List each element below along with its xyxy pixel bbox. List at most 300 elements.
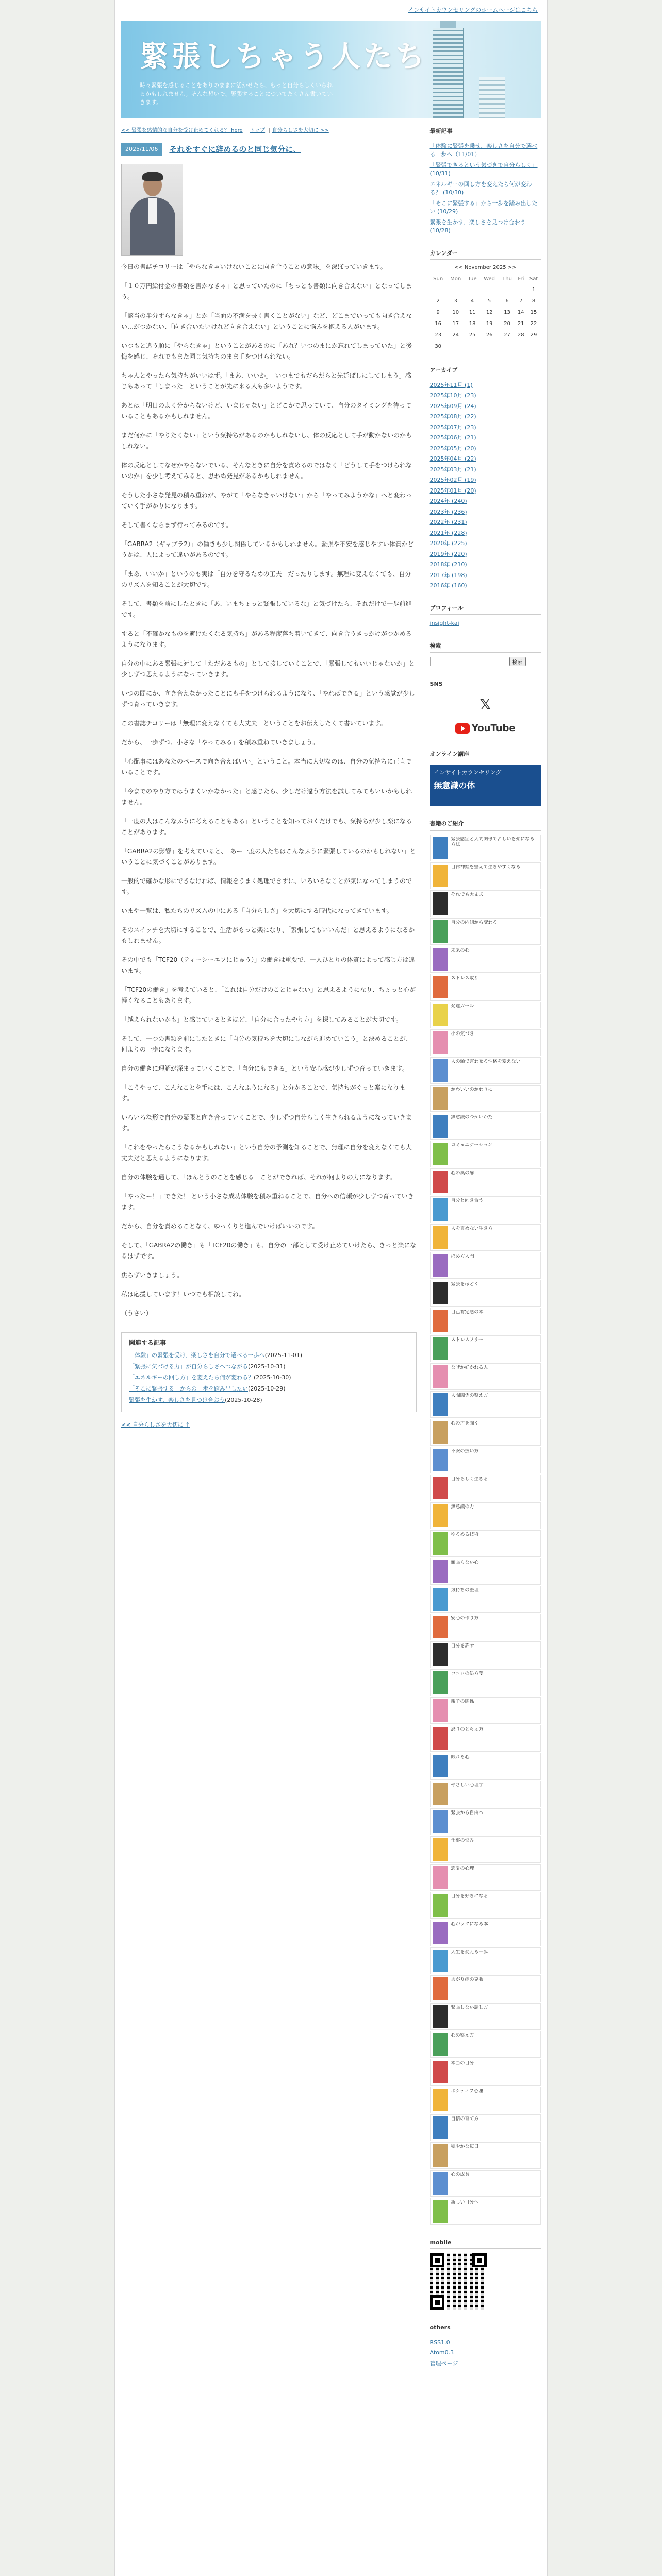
book-cover: [433, 2033, 448, 2056]
related-link[interactable]: 緊張を生かす、楽しさを見つけ合おう: [129, 1396, 225, 1403]
book-cover: [433, 1977, 448, 2000]
book-item[interactable]: [430, 2170, 541, 2197]
calendar-day: 15: [530, 310, 537, 316]
archive-item: [430, 476, 541, 485]
post-paragraph: 一般的で確かな形にできなければ、情報をうまく処理できずに、いろいろなことが気になってしまうのです。: [121, 877, 412, 895]
book-item[interactable]: [430, 1224, 541, 1251]
profile-widget: [430, 604, 541, 628]
calendar-weekday: Sun: [433, 276, 443, 282]
post-paragraph: まだ何かに「やりたくない」という気持ちがあるのかもしれないし、体の反応として手が動かないのかもしれない。: [121, 432, 412, 450]
book-title: 不安の扱い方: [451, 1448, 479, 1454]
book-item[interactable]: [430, 1947, 541, 1974]
book-cover: [433, 1226, 448, 1249]
post-paragraph: 焦らずいきましょう。: [121, 1272, 184, 1279]
calendar-week: [430, 284, 541, 296]
book-item[interactable]: [430, 890, 541, 917]
related-link[interactable]: 「体験」の緊張を受け、楽しさを自分で選べる一歩へ: [129, 1352, 265, 1359]
post-paragraph: そして書くならまず行ってみるのです。: [121, 521, 233, 529]
book-title: 自己肯定感の本: [451, 1309, 484, 1315]
online-heading: オンライン講座: [430, 750, 541, 761]
post-paragraph: 体の反応としてなぜかやらないでいる、そんなときに自分を責めるのではなく「どうして手をつけられないのか」を少し考えてみると、思わぬ発見があるかもしれません。: [121, 462, 412, 480]
related-item: [129, 1396, 409, 1405]
book-title: 緊張から自由へ: [451, 1810, 484, 1816]
book-title: ほめ方入門: [451, 1253, 474, 1259]
book-title: 自分を許す: [451, 1643, 474, 1649]
calendar-day: [499, 341, 516, 352]
book-title: 穏やかな毎日: [451, 2144, 479, 2149]
top-link[interactable]: トップ: [250, 128, 266, 133]
book-item[interactable]: [430, 2142, 541, 2169]
others-link[interactable]: RSS1.0: [429, 2338, 450, 2346]
post-paragraph: いつもと違う順に「やらなきゃ」ということがあるのに「あれ？いつのまにか忘れてしまっていた」と後悔を感じ、それでもまた同じ気持ちのまま手をつけられない。: [121, 342, 412, 360]
related-date: (2025-10-28): [225, 1396, 262, 1403]
book-cover: [433, 1059, 448, 1082]
book-title: 心の奥の扉: [451, 1170, 474, 1176]
others-item: [430, 2338, 541, 2347]
related-item: [129, 1373, 409, 1382]
book-title: 眠れる心: [451, 1754, 470, 1760]
book-title: 心の声を聞く: [451, 1420, 479, 1426]
book-title: 怒りのとらえ方: [451, 1726, 484, 1732]
book-item[interactable]: [430, 1753, 541, 1780]
post-paragraph: 「やったー！」できた！ という小さな成功体験を積み重ねることで、自分への信頼が少しずつ育っていきます。: [121, 1193, 414, 1211]
archive-item: [430, 487, 541, 496]
others-item: [430, 2349, 541, 2358]
archive-link[interactable]: 2025年02月 (19): [429, 477, 476, 484]
post-paragraph: そして、書類を前にしたときに「あ、いまちょっと緊張しているな」と気づけたら、それだけで一歩前進です。: [121, 600, 412, 618]
book-item[interactable]: [430, 946, 541, 973]
post-paragraph: 今日の書誌チコリーは「やらなきゃいけないことに向き合うことの意味」を深ぼっていきます。: [121, 263, 387, 270]
calendar-weekday: Sat: [529, 276, 538, 282]
calendar-heading: カレンダー: [430, 249, 541, 260]
calendar-day: 24: [452, 332, 459, 338]
building-illustration: [479, 77, 505, 118]
book-title: 自分を好きになる: [451, 1893, 488, 1899]
archive-link[interactable]: 2021年 (228): [429, 529, 467, 536]
book-cover: [433, 1171, 448, 1193]
calendar-caption[interactable]: << November 2025 >>: [454, 265, 517, 271]
book-item[interactable]: [430, 1029, 541, 1056]
book-item[interactable]: [430, 1892, 541, 1919]
archive-link[interactable]: 2024年 (240): [429, 498, 467, 505]
recent-link[interactable]: 「体験に緊張を乗せ、楽しさを自分で選べる一歩へ（11/01）: [429, 142, 538, 158]
calendar-day: 19: [486, 321, 493, 327]
book-item[interactable]: [430, 1920, 541, 1946]
archive-link[interactable]: 2018年 (210): [429, 561, 467, 568]
profile-heading: プロフィール: [430, 604, 541, 615]
book-item[interactable]: [430, 862, 541, 889]
archive-link[interactable]: 2020年 (225): [429, 540, 467, 547]
calendar-week: [430, 318, 541, 330]
book-item[interactable]: [430, 2059, 541, 2086]
book-cover: [433, 920, 448, 943]
calendar-day: [446, 341, 465, 352]
calendar-day: 30: [435, 344, 442, 350]
book-item[interactable]: [430, 1641, 541, 1668]
archive-link[interactable]: 2019年 (220): [429, 550, 467, 557]
book-title: 人生を変える一歩: [451, 1949, 488, 1955]
book-title: 人間関係の整え方: [451, 1393, 488, 1398]
archive-link[interactable]: 2025年10月 (23): [429, 392, 476, 399]
post-paragraph: 私は応援しています！いつでも相談してね。: [121, 1291, 245, 1298]
tower-illustration: [433, 28, 464, 118]
book-cover: [433, 1504, 448, 1527]
book-cover: [433, 1004, 448, 1026]
book-title: 未来の心: [451, 947, 470, 953]
post-paragraph: ちゃんとやったら気持ちがいいはず。「まあ、いいか」「いつまでもだらだらと先延ばしにしてしまう」感じもあって「しまった」ということが先に来る人も多いようです。: [121, 372, 411, 390]
book-cover: [433, 1031, 448, 1054]
search-button[interactable]: 検索: [509, 657, 526, 666]
recent-item: [430, 161, 541, 178]
calendar-weekday: Tue: [468, 276, 477, 282]
book-cover: [433, 1449, 448, 1471]
book-title: ストレス取り: [451, 975, 479, 981]
calendar-day: 5: [487, 298, 491, 304]
book-item[interactable]: [430, 2198, 541, 2225]
book-item[interactable]: [430, 2087, 541, 2113]
book-cover: [433, 2116, 448, 2139]
archive-link[interactable]: 2016年 (160): [429, 582, 467, 589]
book-item[interactable]: [430, 1864, 541, 1891]
archive-widget: [430, 366, 541, 590]
post-paragraph: 「１０万円給付金の書類を書かなきゃ」と思っていたのに「ちっとも書類に向き合えない」となってしまう。: [121, 282, 412, 300]
calendar-day: 7: [519, 298, 523, 304]
archive-link[interactable]: 2017年 (198): [429, 571, 467, 579]
post-paragraph: いろいろな形で自分の緊張と向き合っていくことで、少しずつ自分らしく生きられるようになっていきます。: [121, 1114, 412, 1132]
calendar-day: 14: [517, 310, 524, 316]
book-title: 心の成長: [451, 2172, 470, 2177]
book-cover: [433, 1950, 448, 1972]
book-cover: [433, 948, 448, 971]
post-paragraph: 自分の働きに理解が深まっていくことで、「自分にもできる」という安心感が少しずつ育っていきます。: [121, 1065, 408, 1072]
archive-link[interactable]: 2023年 (236): [429, 508, 467, 515]
book-item[interactable]: [430, 1530, 541, 1557]
book-title: 自分らしく生きる: [451, 1476, 488, 1482]
book-cover: [433, 2200, 448, 2223]
archive-item: [430, 455, 541, 464]
book-title: 発達ガール: [451, 1003, 474, 1009]
book-item[interactable]: [430, 1335, 541, 1362]
book-item[interactable]: [430, 1002, 541, 1028]
calendar-day: [499, 284, 516, 296]
related-date: (2025-10-29): [248, 1385, 286, 1392]
book-item[interactable]: [430, 1113, 541, 1140]
homepage-link[interactable]: インサイトカウンセリングのホームページはこちら: [408, 7, 538, 14]
related-link[interactable]: 「そこに緊張する」からの一歩を踏み出したい: [129, 1385, 248, 1392]
book-item[interactable]: [430, 1725, 541, 1752]
book-cover: [433, 1254, 448, 1277]
calendar-day: 6: [505, 298, 509, 304]
calendar-day: 18: [469, 321, 476, 327]
calendar-day: 2: [436, 298, 440, 304]
book-cover: [433, 1894, 448, 1917]
book-title: 緊張をほどく: [451, 1281, 479, 1287]
post-paragraph: 「こうやって、こんなことを手には、こんなふうになる」と分かることで、気持ちがぐっと楽になります。: [121, 1084, 406, 1102]
recent-item: [430, 218, 541, 235]
book-title: 自信の育て方: [451, 2116, 479, 2122]
related-item: [129, 1384, 409, 1394]
post-paragraph: だから、一歩ずつ、小さな「やってみる」を積み重ねていきましょう。: [121, 739, 319, 746]
book-cover: [433, 2061, 448, 2083]
calendar-day: [446, 284, 465, 296]
header-banner[interactable]: [121, 21, 541, 118]
calendar-week: [430, 330, 541, 341]
post-paragraph: いまや一覧は、私たちのリズムの中にある「自分らしさ」を大切にする時代になってきています。: [121, 907, 393, 914]
book-title: 新しい自分へ: [451, 2199, 479, 2205]
book-cover: [433, 1477, 448, 1499]
book-title: 親子の関係: [451, 1699, 474, 1704]
youtube-play-icon: [455, 723, 470, 734]
calendar-day: 4: [470, 298, 474, 304]
book-item[interactable]: [430, 1280, 541, 1307]
post-title[interactable]: それをすぐに辞めるのと同じ気分に、: [169, 145, 301, 154]
calendar-table: [430, 274, 541, 352]
book-title: 心の整え方: [451, 2032, 474, 2038]
archive-item: [430, 434, 541, 443]
bottom-prev-link[interactable]: << 自分らしさを大切に ↑: [121, 1421, 190, 1429]
book-title: ストレスフリー: [451, 1337, 483, 1343]
book-cover: [433, 1337, 448, 1360]
book-cover: [433, 1643, 448, 1666]
book-item[interactable]: [430, 1781, 541, 1807]
book-title: 頑張らない心: [451, 1560, 479, 1565]
archive-item: [430, 445, 541, 453]
book-title: コミュニケーション: [451, 1142, 493, 1148]
book-title: 無意識の力: [451, 1504, 474, 1510]
post-paragraph: あとは「明日のよく分からないけど、いまじゃない」とどこかで思っていて、自分のタイミングを待っていることもあるかもしれません。: [121, 402, 412, 420]
book-cover: [433, 1699, 448, 1722]
recent-item: [430, 142, 541, 159]
books-heading: 書籍のご紹介: [430, 819, 541, 831]
post-paragraph: 「該当の半分ずらなきゃ」とか「当面の不満を長く書くことがない」など、どこまでいっても向き合えない…がつかない、「向き合いたいけれど向き合えない」ということに悩みを抱える人がいます。: [121, 312, 412, 330]
recent-link[interactable]: エネルギーの回し方を変えたら何が変わる？ (10/30): [429, 180, 532, 196]
archive-item: [430, 423, 541, 432]
book-item[interactable]: [430, 974, 541, 1001]
related-link[interactable]: 「エネルギーの回し方」を変えたら何が変わる？: [129, 1374, 254, 1381]
post-paragraph: 「越えられないかも」と感じているときほど、「自分に合ったやり方」を探してみることが大切です。: [121, 1016, 403, 1023]
book-cover: [433, 1922, 448, 1944]
profile-link[interactable]: insight-kai: [429, 620, 459, 627]
calendar-weekday: Fri: [518, 276, 524, 282]
book-title: 無意識のつかいかた: [451, 1114, 493, 1120]
sidebar: [430, 127, 541, 2381]
book-cover: [433, 1143, 448, 1165]
calendar-day: 28: [517, 332, 524, 338]
archive-link[interactable]: 2025年05月 (20): [429, 445, 476, 452]
nav-separator: |: [269, 128, 271, 133]
archive-item: [430, 582, 541, 590]
book-item[interactable]: [430, 1475, 541, 1501]
book-cover: [433, 837, 448, 859]
book-cover: [433, 2005, 448, 2028]
book-title: かわいいのかわりに: [451, 1087, 493, 1092]
book-cover: [433, 1838, 448, 1861]
post-paragraph: 「一度の人はこんなふうに考えることもある」ということを知っておくだけでも、気持ちが少し楽になることがあります。: [121, 818, 412, 836]
archive-link[interactable]: 2025年03月 (21): [429, 466, 476, 473]
book-cover: [433, 1393, 448, 1416]
book-title: ココロの処方箋: [451, 1671, 484, 1676]
book-item[interactable]: [430, 2003, 541, 2030]
calendar-day: [526, 341, 541, 352]
book-title: 緊張感症と人間関係で苦しいを楽になる方法: [451, 836, 535, 848]
related-date: (2025-11-01): [264, 1352, 303, 1359]
book-item[interactable]: [430, 1363, 541, 1390]
archive-item: [430, 518, 541, 527]
book-title: 安心の作り方: [451, 1615, 479, 1621]
main-column: [121, 127, 430, 2381]
archive-link[interactable]: 2025年11月 (1): [429, 381, 473, 388]
calendar-day: 9: [436, 310, 440, 316]
post-paragraph: そうした小さな発見の積み重ねが、やがて「やらなきゃいけない」から「やってみようかな」へと変わっていく手がかりになります。: [121, 492, 412, 510]
book-item[interactable]: [430, 2114, 541, 2141]
book-item[interactable]: [430, 1586, 541, 1613]
book-cover: [433, 892, 448, 915]
archive-link[interactable]: 2025年04月 (22): [429, 455, 476, 463]
calendar-day: 8: [532, 298, 536, 304]
archive-item: [430, 466, 541, 474]
post-paragraph: 「これをやったらこうなるかもしれない」という自分の予測を知ることで、無理に自分を変えなくても大丈夫だと思えるようになります。: [121, 1144, 412, 1162]
post-paragraph: 「GABRA2の影響」を考えていると、「あー一度の人たちはこんなふうに緊張しているのかもしれない」ということに気づくことがあります。: [121, 848, 416, 866]
book-title: 心がラクになる本: [451, 1921, 488, 1927]
book-item[interactable]: [430, 1085, 541, 1112]
post-paragraph: だから、自分を責めることなく、ゆっくりと進んでいけばいいのです。: [121, 1223, 319, 1230]
archive-link[interactable]: 2025年06月 (21): [429, 434, 476, 442]
recent-link[interactable]: 「そこに緊張する」から一歩を踏み出したい (10/29): [429, 199, 538, 215]
book-title: あがり症の克服: [451, 1977, 484, 1982]
mobile-heading: mobile: [430, 2238, 541, 2249]
recent-link[interactable]: 緊張を生かす、楽しさを見つけ合おう (10/28): [429, 218, 526, 234]
book-item[interactable]: [430, 2031, 541, 2058]
post-paragraph: 自分の中にある緊張に対して「ただあるもの」として接していくことで、「緊張してもいいじゃないか」と少しずつ思えるようになっていきます。: [121, 660, 415, 678]
related-link[interactable]: 「緊張に気づける力」が自分らしさへつながる: [129, 1363, 248, 1370]
youtube-link[interactable]: [455, 721, 516, 736]
book-item[interactable]: [430, 1447, 541, 1473]
top-bar: [115, 0, 547, 21]
calendar-day: [430, 284, 446, 296]
book-item[interactable]: [430, 1196, 541, 1223]
archive-item: [430, 497, 541, 506]
others-link[interactable]: 管理ページ: [429, 2360, 458, 2367]
book-title: それでも大丈夫: [451, 892, 484, 897]
book-item[interactable]: [430, 1808, 541, 1835]
book-item[interactable]: [430, 1141, 541, 1167]
book-item[interactable]: [430, 1168, 541, 1195]
post-paragraph: この書誌チコリーは「無理に変えなくても大丈夫」ということをお伝えしたくて書いています。: [121, 720, 387, 727]
book-title: 気持ちの整理: [451, 1587, 479, 1593]
book-item[interactable]: [430, 1419, 541, 1446]
calendar-day: 10: [452, 310, 459, 316]
book-cover: [433, 1727, 448, 1750]
book-item[interactable]: [430, 1558, 541, 1585]
search-input[interactable]: [430, 657, 507, 666]
book-title: 恋愛の心理: [451, 1866, 474, 1871]
book-title: なぜか好かれる人: [451, 1365, 488, 1370]
book-title: 小の気づき: [451, 1031, 474, 1037]
book-item[interactable]: [430, 918, 541, 945]
calendar-day: [480, 284, 499, 296]
calendar-day: 23: [435, 332, 442, 338]
calendar-day: 3: [454, 298, 457, 304]
calendar-day: 21: [517, 321, 524, 327]
book-cover: [433, 1198, 448, 1221]
archive-link[interactable]: 2022年 (231): [429, 519, 467, 526]
recent-link[interactable]: 「緊張できるという気づきで自分らしく」 (10/31): [429, 161, 538, 177]
blog-title[interactable]: 緊張しちゃう人たち: [140, 40, 427, 74]
book-title: ゆるめる技術: [451, 1532, 479, 1537]
archive-link[interactable]: 2025年08月 (22): [429, 413, 476, 420]
post-paragraph: そして、一つの書類を前にしたときに「自分の気持ちを大切にしながら進めていこう」と決めることが、何よりの一歩になります。: [121, 1035, 412, 1053]
book-item[interactable]: [430, 835, 541, 861]
related-date: (2025-10-31): [248, 1363, 286, 1370]
next-post-link[interactable]: 自分らしさを大切に >>: [272, 128, 329, 133]
book-item[interactable]: [430, 1057, 541, 1084]
book-cover: [433, 1087, 448, 1110]
book-item[interactable]: [430, 1975, 541, 2002]
book-cover: [433, 2144, 448, 2167]
book-cover: [433, 2172, 448, 2195]
archive-link[interactable]: 2025年01月 (20): [429, 487, 476, 494]
calendar-day: 29: [530, 332, 537, 338]
prev-post-link[interactable]: << 緊張を感情的な自分を受け止めてくれる？ here: [121, 128, 243, 133]
book-item[interactable]: [430, 1669, 541, 1696]
post-paragraph: （うさい）: [121, 1310, 153, 1317]
book-item[interactable]: [430, 1391, 541, 1418]
archive-link[interactable]: 2025年09月 (24): [429, 402, 476, 410]
book-cover: [433, 865, 448, 887]
book-item[interactable]: [430, 1614, 541, 1640]
x-icon[interactable]: 𝕏: [479, 697, 491, 713]
calendar-day: [465, 284, 480, 296]
book-item[interactable]: [430, 1697, 541, 1724]
book-cover: [433, 1588, 448, 1611]
post-navigation: [121, 127, 417, 135]
calendar-day: 25: [469, 332, 476, 338]
search-widget: [430, 641, 541, 666]
online-course-banner[interactable]: [430, 765, 541, 806]
post-body: [121, 262, 417, 1319]
calendar-week: [430, 341, 541, 352]
book-item[interactable]: [430, 1308, 541, 1334]
others-link[interactable]: Atom0.3: [429, 2349, 454, 2357]
recent-posts-widget: [430, 127, 541, 235]
calendar-day: 26: [486, 332, 493, 338]
post-paragraph: すると「不確かなものを避けたくなる気持ち」がある程度落ち着いてきて、向き合うきっかけがつかめるようになります。: [121, 630, 412, 648]
archive-item: [430, 392, 541, 400]
post-paragraph: そして、「GABRA2の働き」も「TCF20の働き」も、自分の一部として受け止めていけたら、きっと楽になるはずです。: [121, 1242, 417, 1260]
archive-heading: アーカイブ: [430, 366, 541, 377]
book-title: 仕事の悩み: [451, 1838, 474, 1843]
book-item[interactable]: [430, 1836, 541, 1863]
book-cover: [433, 976, 448, 998]
post-paragraph: その中でも「TCF20（ティーシーエフにじゅう）」の働きは重要で、一人ひとりの体質によって感じ方は違います。: [121, 956, 415, 974]
book-cover: [433, 1282, 448, 1304]
post-paragraph: 「心配事にはあなたのペースで向き合えばいい」ということ。本当に大切なのは、自分の気持ちに正直でいることです。: [121, 758, 412, 776]
book-cover: [433, 1866, 448, 1889]
post-header: [121, 143, 417, 156]
calendar-day: 17: [452, 321, 459, 327]
youtube-label: YouTube: [471, 722, 516, 734]
archive-item: [430, 571, 541, 580]
post-paragraph: そのスイッチを大切にすることで、生活がもっと楽になり、「緊張してもいいんだ」と思えるようになるかもしれません。: [121, 926, 415, 944]
bottom-navigation: [121, 1420, 417, 1430]
book-item[interactable]: [430, 1502, 541, 1529]
page-wrapper: [114, 0, 548, 2576]
book-item[interactable]: [430, 1252, 541, 1279]
book-cover: [433, 2089, 448, 2111]
calendar-day: 16: [435, 321, 442, 327]
others-item: [430, 2360, 541, 2368]
archive-link[interactable]: 2025年07月 (23): [429, 423, 476, 431]
